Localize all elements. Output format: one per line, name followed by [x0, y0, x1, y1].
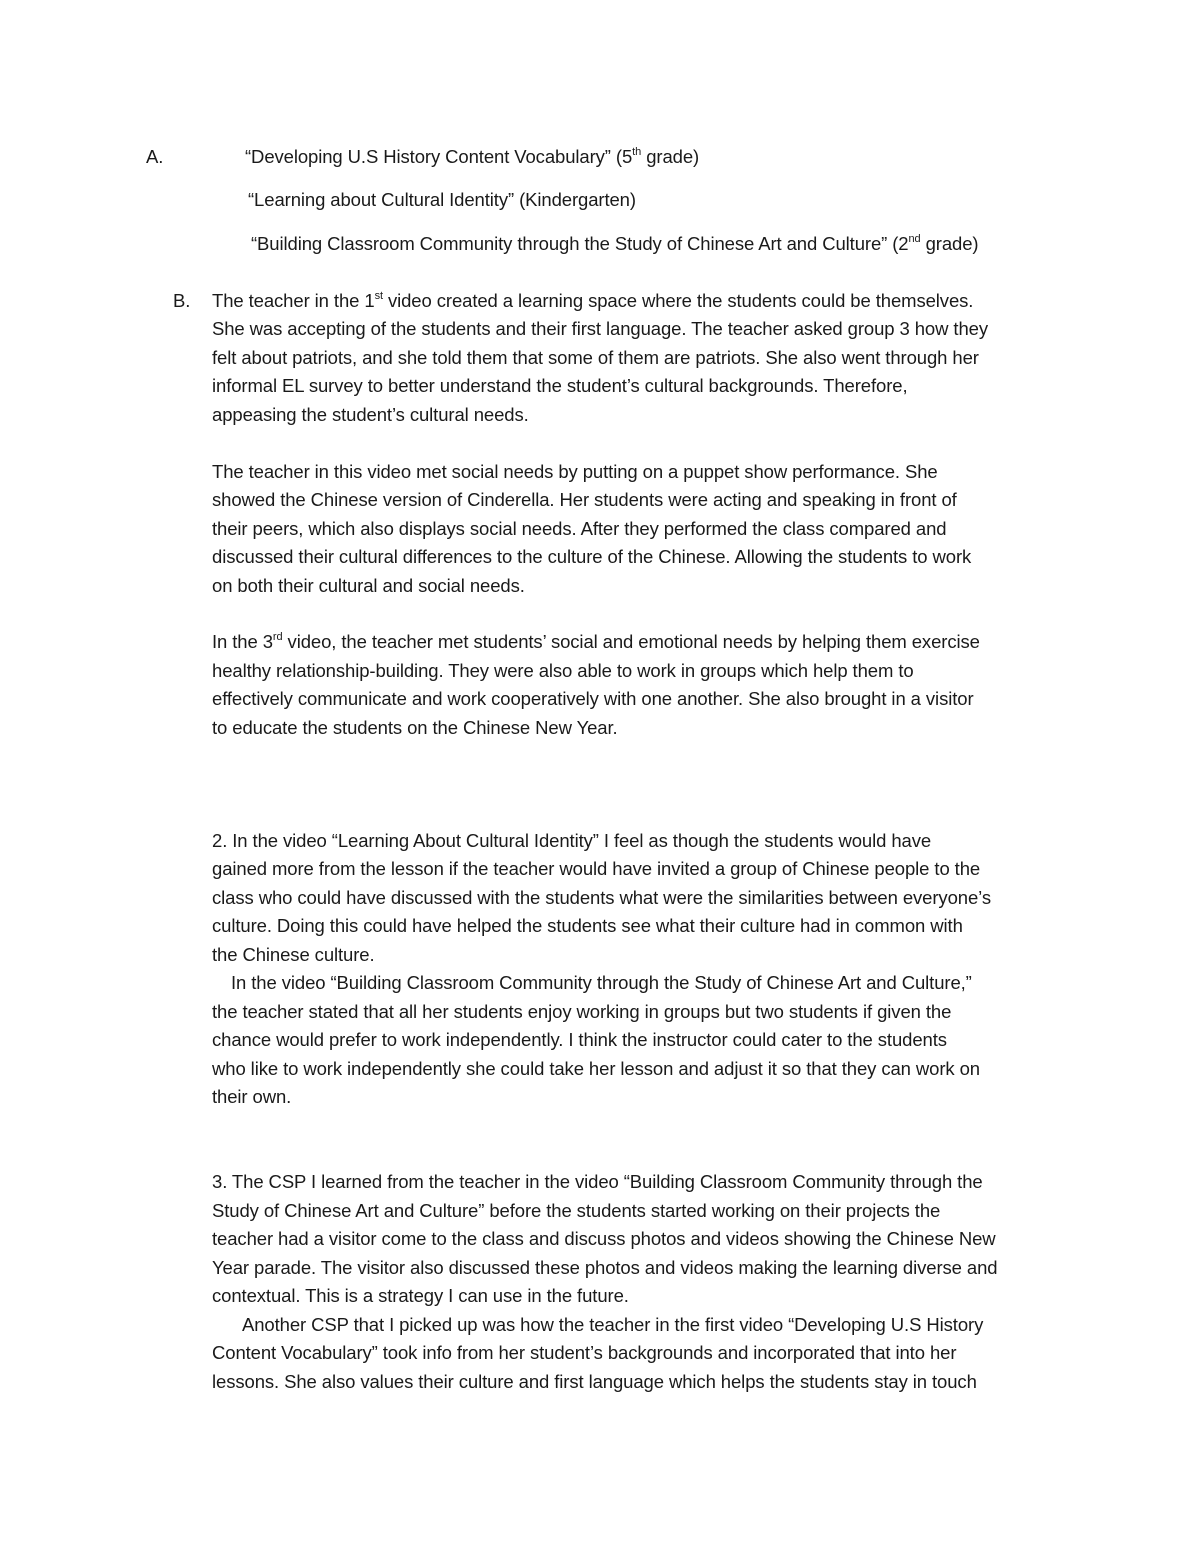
section-2-line-4: culture. Doing this could have helped the students see what their culture had in common with	[212, 915, 963, 936]
section-b-p3-line-1	[212, 628, 980, 656]
section-3-line-3: teacher had a visitor come to the class and discuss photos and videos showing the Chinese New	[212, 1228, 996, 1249]
section-3-line-5: contextual. This is a strategy I can use in the future.	[212, 1285, 629, 1306]
section-3-line-6: Another CSP that I picked up was how the teacher in the first video “Developing U.S History	[242, 1314, 984, 1335]
section-2-line-2: gained more from the lesson if the teacher would have invited a group of Chinese people to the	[212, 858, 981, 879]
section-3-line-2: Study of Chinese Art and Culture” before the students started working on their projects the	[212, 1200, 941, 1221]
superscript: st	[374, 289, 383, 302]
text-run: video, the teacher met students’ social and emotional needs by helping them exercise	[282, 631, 980, 652]
section-b-p1-line-2: She was accepting of the students and their first language. The teacher asked group 3 how they	[212, 318, 988, 339]
section-a-marker: A.	[146, 146, 164, 167]
section-a-item-3	[251, 230, 978, 258]
section-3-line-8: lessons. She also values their culture and first language which helps the students stay in touch	[212, 1371, 977, 1392]
section-b-p1-line-1	[212, 287, 973, 315]
text-run: video created a learning space where the students could be themselves.	[382, 290, 974, 311]
section-3-line-7: Content Vocabulary” took info from her student’s backgrounds and incorporated that into her	[212, 1342, 957, 1363]
text-run: The teacher in the 1	[212, 290, 375, 311]
section-2-line-10: their own.	[212, 1086, 292, 1107]
section-b-p2-line-2: showed the Chinese version of Cinderella. Her students were acting and speaking in front of	[212, 489, 957, 510]
text-run: “Developing U.S History Content Vocabulary” (5	[245, 146, 633, 167]
section-2-line-5: the Chinese culture.	[212, 944, 375, 965]
section-b-p2-line-5: on both their cultural and social needs.	[212, 575, 525, 596]
section-b-marker: B.	[173, 290, 191, 311]
section-2-line-9: who like to work independently she could take her lesson and adjust it so that they can work on	[212, 1058, 980, 1079]
section-3-line-4: Year parade. The visitor also discussed these photos and videos making the learning diverse and	[212, 1257, 998, 1278]
section-a-item-2	[248, 186, 636, 214]
text-run: “Building Classroom Community through the Study of Chinese Art and Culture” (2	[251, 233, 909, 254]
section-2-line-7: the teacher stated that all her students enjoy working in groups but two students if given the	[212, 1001, 952, 1022]
section-a-item-1	[245, 143, 699, 171]
section-2-line-6: In the video “Building Classroom Community through the Study of Chinese Art and Culture,”	[231, 972, 972, 993]
text-run: grade)	[920, 233, 979, 254]
superscript: th	[632, 145, 642, 158]
section-2-line-3: class who could have discussed with the students what were the similarities between everyone’s	[212, 887, 991, 908]
superscript: rd	[272, 630, 283, 643]
section-b-p3-line-4: to educate the students on the Chinese New Year.	[212, 717, 618, 738]
superscript: nd	[908, 232, 921, 245]
section-b-p2-line-1: The teacher in this video met social needs by putting on a puppet show performance. She	[212, 461, 938, 482]
section-b-p3-line-3: effectively communicate and work cooperatively with one another. She also brought in a visitor	[212, 688, 974, 709]
text-run: In the 3	[212, 631, 273, 652]
section-b-p1-line-4: informal EL survey to better understand the student’s cultural backgrounds. Therefore,	[212, 375, 908, 396]
section-b-p2-line-4: discussed their cultural differences to the culture of the Chinese. Allowing the students to work	[212, 546, 972, 567]
section-b-p1-line-5: appeasing the student’s cultural needs.	[212, 404, 529, 425]
section-b-p3-line-2: healthy relationship-building. They were also able to work in groups which help them to	[212, 660, 914, 681]
text-run: “Learning about Cultural Identity” (Kindergarten)	[248, 189, 636, 210]
section-3-line-1: 3. The CSP I learned from the teacher in the video “Building Classroom Community through the	[212, 1171, 983, 1192]
section-2-line-1: 2. In the video “Learning About Cultural Identity” I feel as though the students would have	[212, 830, 932, 851]
section-b-p1-line-3: felt about patriots, and she told them that some of them are patriots. She also went through her	[212, 347, 979, 368]
section-2-line-8: chance would prefer to work independently. I think the instructor could cater to the students	[212, 1029, 947, 1050]
section-b-p2-line-3: their peers, which also displays social needs. After they performed the class compared and	[212, 518, 947, 539]
text-run: grade)	[641, 146, 700, 167]
